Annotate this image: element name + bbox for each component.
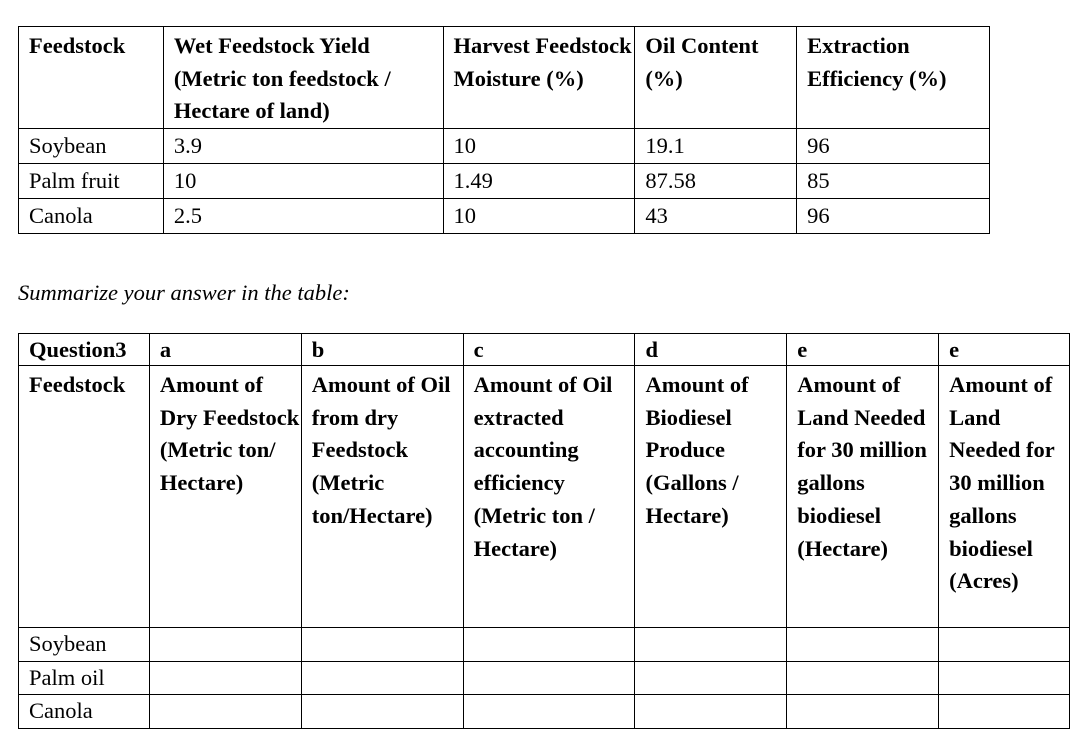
answer-cell[interactable] bbox=[939, 661, 1070, 695]
answer-cell[interactable] bbox=[149, 661, 301, 695]
question-label: Question3 bbox=[19, 334, 150, 366]
cell-extraction-efficiency: 85 bbox=[797, 164, 990, 199]
header-biodiesel-produce: Amount of Biodiesel Produce (Gallons / Hectare) bbox=[635, 366, 787, 628]
cell-extraction-efficiency: 96 bbox=[797, 199, 990, 234]
answer-cell[interactable] bbox=[149, 628, 301, 662]
cell-oil-content: 19.1 bbox=[635, 129, 797, 164]
cell-wet-yield: 2.5 bbox=[163, 199, 443, 234]
question-part-e-hectare: e bbox=[787, 334, 939, 366]
answer-cell[interactable] bbox=[635, 628, 787, 662]
answer-cell[interactable] bbox=[787, 695, 939, 729]
header-oil-from-dry: Amount of Oil from dry Feedstock (Metric ton/Hectare) bbox=[301, 366, 463, 628]
cell-moisture: 1.49 bbox=[443, 164, 635, 199]
cell-oil-content: 43 bbox=[635, 199, 797, 234]
header-dry-feedstock: Amount of Dry Feedstock (Metric ton/ Hectare) bbox=[149, 366, 301, 628]
answer-cell[interactable] bbox=[463, 628, 635, 662]
answer-cell[interactable] bbox=[787, 628, 939, 662]
question-part-e-acres: e bbox=[939, 334, 1070, 366]
table-row bbox=[19, 628, 1070, 662]
header-feedstock: Feedstock bbox=[19, 366, 150, 628]
answer-cell[interactable] bbox=[939, 695, 1070, 729]
header-oil-extracted: Amount of Oil extracted accounting efficiency (Metric ton / Hectare) bbox=[463, 366, 635, 628]
cell-feedstock: Soybean bbox=[19, 628, 150, 662]
table-row bbox=[19, 164, 990, 199]
table-header-row bbox=[19, 366, 1070, 628]
answer-cell[interactable] bbox=[301, 695, 463, 729]
answer-cell[interactable] bbox=[301, 661, 463, 695]
cell-feedstock: Palm oil bbox=[19, 661, 150, 695]
cell-feedstock: Soybean bbox=[19, 129, 164, 164]
header-feedstock: Feedstock bbox=[19, 27, 164, 129]
header-land-acres: Amount of Land Needed for 30 million gallons biodiesel (Acres) bbox=[939, 366, 1070, 628]
answer-cell[interactable] bbox=[635, 695, 787, 729]
answer-cell[interactable] bbox=[463, 661, 635, 695]
cell-wet-yield: 10 bbox=[163, 164, 443, 199]
answer-cell[interactable] bbox=[939, 628, 1070, 662]
cell-feedstock: Canola bbox=[19, 695, 150, 729]
cell-extraction-efficiency: 96 bbox=[797, 129, 990, 164]
question-part-c: c bbox=[463, 334, 635, 366]
header-extraction-efficiency: Extraction Efficiency (%) bbox=[797, 27, 990, 129]
cell-moisture: 10 bbox=[443, 129, 635, 164]
answer-cell[interactable] bbox=[463, 695, 635, 729]
table-header-row bbox=[19, 27, 990, 129]
table-row bbox=[19, 661, 1070, 695]
header-oil-content: Oil Content (%) bbox=[635, 27, 797, 129]
instruction-text: Summarize your answer in the table: bbox=[18, 280, 350, 305]
cell-feedstock: Canola bbox=[19, 199, 164, 234]
feedstock-data-table bbox=[18, 26, 990, 234]
header-moisture: Harvest Feedstock Moisture (%) bbox=[443, 27, 635, 129]
answer-cell[interactable] bbox=[149, 695, 301, 729]
table-row bbox=[19, 695, 1070, 729]
question-part-b: b bbox=[301, 334, 463, 366]
answer-cell[interactable] bbox=[635, 661, 787, 695]
question-part-d: d bbox=[635, 334, 787, 366]
cell-moisture: 10 bbox=[443, 199, 635, 234]
question-row bbox=[19, 334, 1070, 366]
cell-feedstock: Palm fruit bbox=[19, 164, 164, 199]
cell-oil-content: 87.58 bbox=[635, 164, 797, 199]
answer-cell[interactable] bbox=[787, 661, 939, 695]
answer-summary-table bbox=[18, 333, 1070, 729]
header-land-hectare: Amount of Land Needed for 30 million gallons biodiesel (Hectare) bbox=[787, 366, 939, 628]
table-row bbox=[19, 129, 990, 164]
question-part-a: a bbox=[149, 334, 301, 366]
table-row bbox=[19, 199, 990, 234]
header-wet-yield: Wet Feedstock Yield (Metric ton feedstock / Hectare of land) bbox=[163, 27, 443, 129]
cell-wet-yield: 3.9 bbox=[163, 129, 443, 164]
answer-cell[interactable] bbox=[301, 628, 463, 662]
